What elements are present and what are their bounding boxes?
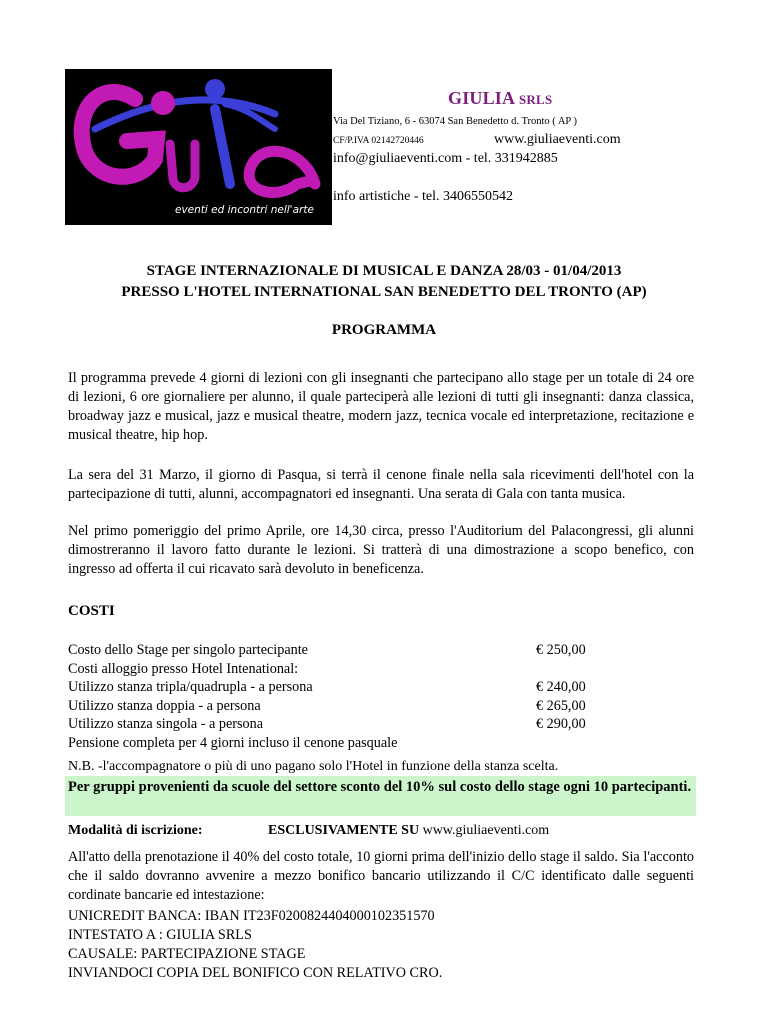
enrollment-method [268, 823, 549, 839]
cost-row [68, 660, 628, 679]
bank-reason-line: CAUSALE: PARTECIPAZIONE STAGE [68, 946, 306, 962]
company-contact: info@giuliaeventi.com - tel. 331942885 [333, 151, 558, 166]
cost-label: Utilizzo stanza singola - a persona [68, 716, 264, 733]
cost-label: Utilizzo stanza tripla/quadrupla - a persona [68, 679, 313, 696]
bank-iban-line: UNICREDIT BANCA: IBAN IT23F0200824404000102351570 [68, 908, 435, 924]
group-discount-text: Per gruppi provenienti da scuole del settore sconto del 10% sul costo dello stage ogni 10 partecipanti. [68, 779, 692, 795]
cost-row [68, 641, 628, 660]
enrollment-label: Modalità di iscrizione: [68, 823, 203, 838]
cost-row [68, 678, 628, 697]
cost-price: € 240,00 [536, 679, 586, 696]
cost-row [68, 697, 628, 716]
stage-location: PRESSO L'HOTEL INTERNATIONAL SAN BENEDETTO DEL TRONTO (AP) [121, 284, 647, 300]
demonstration-paragraph: Nel primo pomeriggio del primo Aprile, ore 14,30 circa, presso l'Auditorium del Palacongressi, gli alunni dimostreranno il lavoro fatto durante le lezioni. Si tratterà di una dimostrazione a scopo benefico, con ingresso ad offerta il cui ricavato sarà devoluto in beneficenza. [68, 523, 694, 577]
company-website: www.giuliaeventi.com [494, 132, 621, 147]
gala-paragraph: La sera del 31 Marzo, il giorno di Pasqua, si terrà il cenone finale nella sala ricevimenti dell'hotel con la partecipazione di tutti, alunni, accompagnatori ed insegnanti. Una serata di Gala con tanta musica. [68, 467, 694, 502]
logo-tagline: eventi ed incontri nell'arte [175, 204, 314, 216]
accompanier-note: N.B. -l'accompagnatore o più di uno pagano solo l'Hotel in funzione della stanza scelta. [68, 759, 559, 774]
bank-holder-line: INTESTATO A : GIULIA SRLS [68, 927, 252, 943]
program-paragraph: Il programma prevede 4 giorni di lezioni con gli insegnanti che partecipano allo stage per un totale di 24 ore di lezioni, 6 ore giornaliere per alunno, il quale parteciperà alle lezioni di tutti gli insegnanti: danza classica, broadway jazz e musical, jazz e musical theatre, modern jazz, tecnica vocale ed interpretazione, recitazione e musical theatre, hip hop. [68, 370, 694, 443]
cost-row [68, 734, 628, 753]
cost-price: € 265,00 [536, 697, 586, 714]
company-tax-id: CF/P.IVA 02142720446 [333, 136, 424, 146]
cost-row [68, 715, 628, 734]
company-name-suffix: SRLS [518, 92, 553, 107]
giulia-logo [65, 69, 332, 225]
cost-list [68, 641, 628, 753]
bank-cro-line: INVIANDOCI COPIA DEL BONIFICO CON RELATIVO CRO. [68, 965, 443, 981]
costs-heading: COSTI [68, 603, 115, 619]
cost-price: € 290,00 [536, 716, 586, 733]
stage-title: STAGE INTERNAZIONALE DI MUSICAL E DANZA 28/03 - 01/04/2013 [146, 263, 622, 279]
company-name [448, 88, 552, 109]
cost-label: Utilizzo stanza doppia - a persona [68, 697, 261, 714]
cost-label: Costi alloggio presso Hotel Intenational: [68, 660, 299, 677]
cost-price: € 250,00 [536, 642, 586, 658]
company-address: Via Del Tiziano, 6 - 63074 San Benedetto d. Tronto ( AP ) [333, 116, 577, 127]
company-name-main: GIULIA [448, 88, 515, 108]
cost-label: Pensione completa per 4 giorni incluso il cenone pasquale [68, 734, 398, 751]
artistic-info-contact: info artistiche - tel. 3406550542 [333, 189, 514, 204]
enrollment-exclusive: ESCLUSIVAMENTE SU [268, 823, 420, 838]
cost-label: Costo dello Stage per singolo partecipante [68, 642, 308, 658]
bank-details [68, 907, 442, 983]
program-heading: PROGRAMMA [331, 322, 437, 338]
payment-paragraph: All'atto della prenotazione il 40% del costo totale, 10 giorni prima dell'inizio dello stage il saldo. Sia l'acconto che il saldo dovranno avvenire a mezzo bonifico bancario utilizzando il C/C identificato dalle seguenti cordinate bancarie ed intestazione: [68, 849, 694, 903]
logo-graphic [65, 69, 332, 225]
enrollment-site-link[interactable]: www.giuliaeventi.com [422, 823, 550, 838]
